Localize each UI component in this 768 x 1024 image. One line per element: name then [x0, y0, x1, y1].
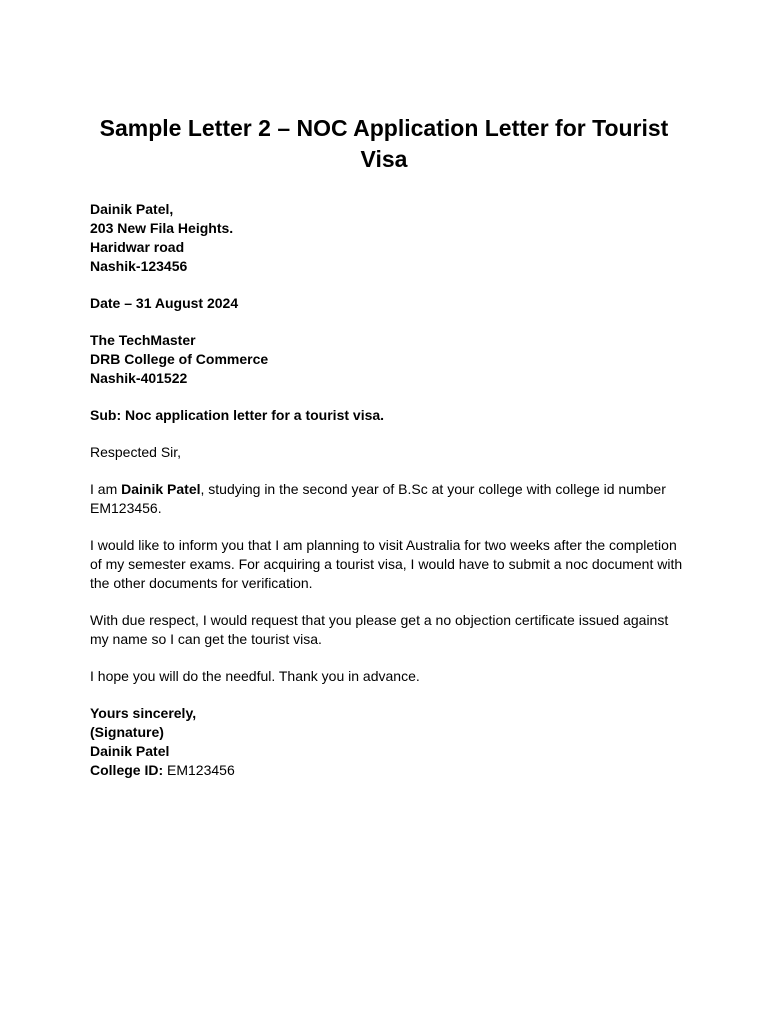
letter-subject: Sub: Noc application letter for a tourist visa.: [90, 407, 385, 423]
sender-name: Dainik Patel,: [90, 201, 174, 217]
letter-date: Date – 31 August 2024: [90, 295, 239, 311]
intro-name: Dainik Patel: [121, 481, 201, 497]
paragraph-request: With due respect, I would request that you please get a no objection certificate issued against my name so I can get the tourist visa.: [90, 612, 669, 647]
college-id-line: [90, 761, 690, 780]
letter-body: [90, 200, 690, 780]
paragraph-thanks: I hope you will do the needful. Thank you in advance.: [90, 668, 420, 684]
salutation: Respected Sir,: [90, 444, 182, 460]
sign-off: Yours sincerely,: [90, 705, 197, 721]
recipient-line3: Nashik-401522: [90, 370, 188, 386]
signature-placeholder: (Signature): [90, 724, 164, 740]
intro-prefix: I am: [90, 481, 122, 497]
letter-closing: [90, 704, 690, 780]
recipient-line2: DRB College of Commerce: [90, 351, 269, 367]
college-id-value: EM123456: [163, 762, 235, 778]
sender-address: [90, 200, 690, 276]
sender-address-line3: Nashik-123456: [90, 258, 188, 274]
document-title: Sample Letter 2 – NOC Application Letter for Tourist Visa: [99, 115, 669, 172]
recipient-address: [90, 331, 690, 388]
sender-address-line1: 203 New Fila Heights.: [90, 220, 234, 236]
closing-name: Dainik Patel: [90, 743, 170, 759]
intro-suffix: , studying in the second year of B.Sc at your college with college id number EM123456.: [90, 481, 666, 516]
paragraph-intro: [90, 480, 690, 518]
college-id-label: College ID:: [90, 762, 164, 778]
sender-address-line2: Haridwar road: [90, 239, 185, 255]
paragraph-plan: I would like to inform you that I am planning to visit Australia for two weeks after the completion of my semester exams. For acquiring a tourist visa, I would have to submit a noc document with the other documents for verification.: [90, 537, 683, 591]
recipient-line1: The TechMaster: [90, 332, 196, 348]
